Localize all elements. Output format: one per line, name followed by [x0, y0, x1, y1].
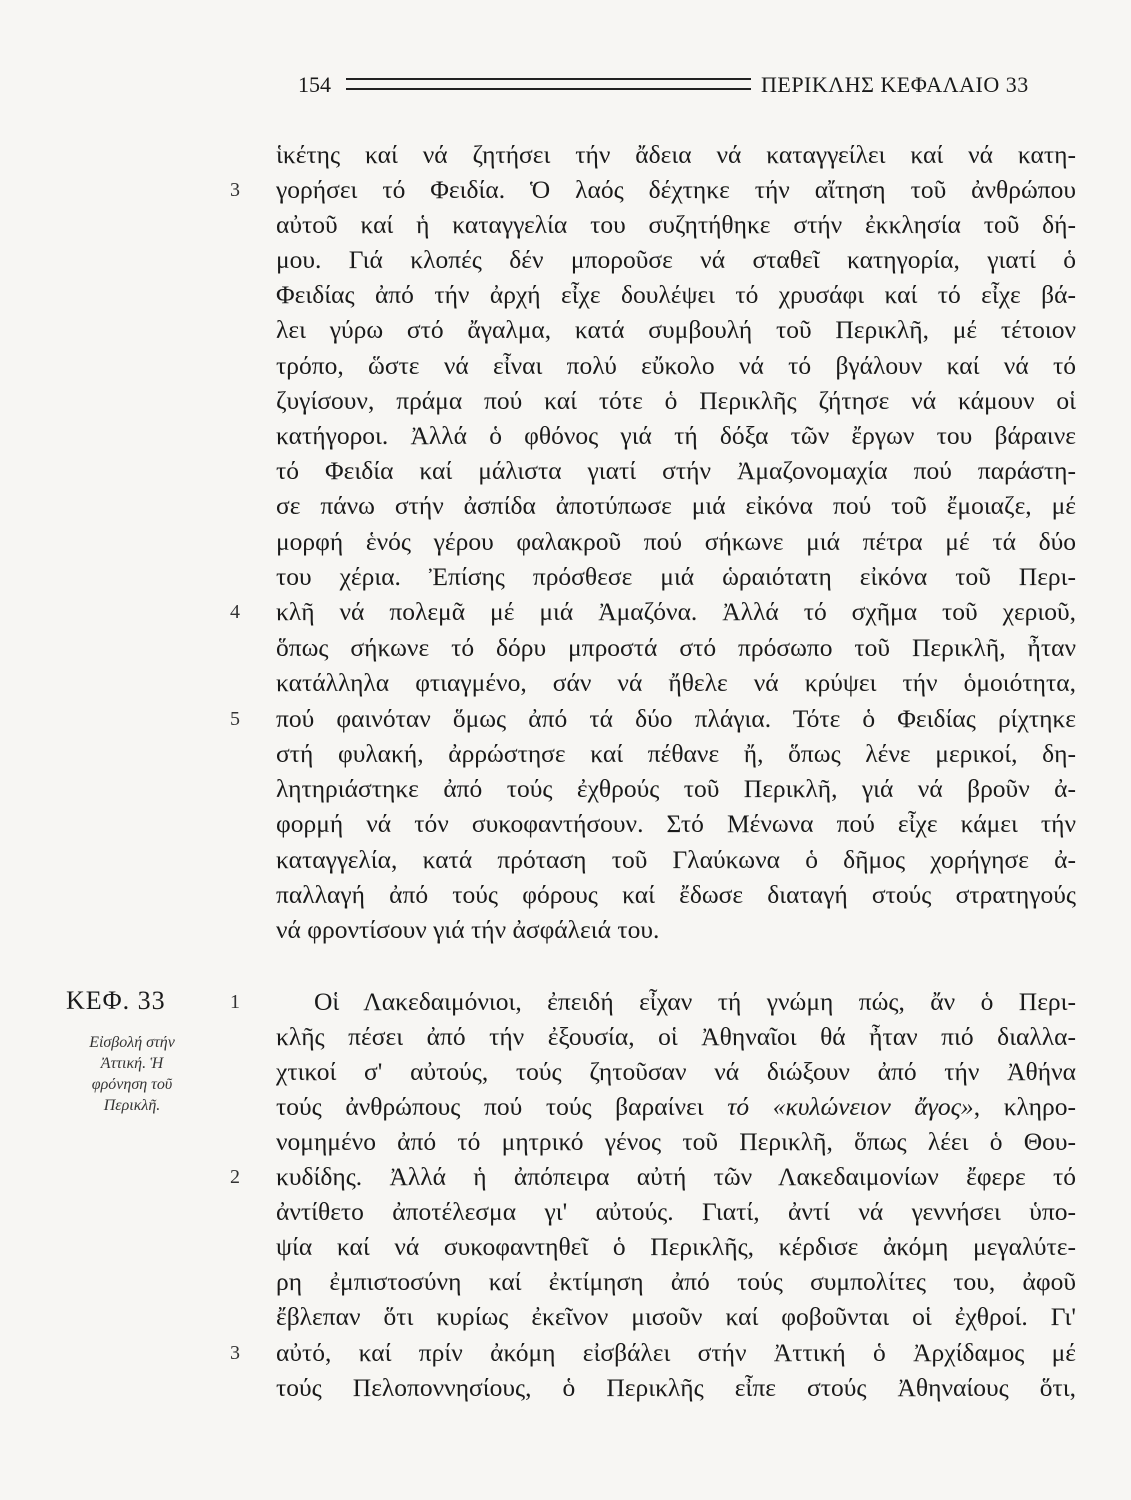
running-head: ΠΕΡΙΚΛΗΣ ΚΕΦΑΛΑΙΟ 33 [761, 72, 1029, 97]
chapter-line: αὐτό, καί πρίν ἀκόμη εἰσβάλει στήν Ἀττική ὁ Ἀρχίδαμος μέ [276, 1338, 1076, 1367]
chapter-line-text: , κληρο- [973, 1092, 1076, 1121]
chapter-note-line: φρόνηση τοῦ [91, 1076, 173, 1093]
body-line: λει γύρω στό ἄγαλμα, κατά συμβουλή τοῦ Περικλῆ, μέ τέτοιον [276, 315, 1076, 344]
chapter-line: ἀντίθετο ἀποτέλεσμα γι' αὐτούς. Γιατί, ἀντί νά γεννήσει ὑπο- [276, 1197, 1076, 1226]
chapter-note-line: Εἰσβολή στήν [89, 1034, 175, 1051]
chapter-line: ἔβλεπαν ὅτι κυρίως ἐκεῖνον μισοῦν καί φοβοῦνται οἱ ἐχθροί. Γι' [276, 1302, 1076, 1331]
chapter-note-line: Ἀττική. Ἡ [100, 1055, 164, 1072]
chapter-line: κυδίδης. Ἀλλά ἡ ἀπόπειρα αὐτή τῶν Λακεδαιμονίων ἔφερε τό [276, 1162, 1076, 1191]
body-line: μου. Γιά κλοπές δέν μποροῦσε νά σταθεῖ κατηγορία, γιατί ὁ [276, 245, 1076, 274]
body-line: του χέρια. Ἐπίσης πρόσθεσε μιά ὡραιότατη εἰκόνα τοῦ Περι- [276, 562, 1076, 591]
body-line: ἱκέτης καί νά ζητήσει τήν ἄδεια νά καταγγείλει καί νά κατη- [276, 140, 1076, 169]
body-line: μορφή ἑνός γέρου φαλακροῦ πού σήκωνε μιά πέτρα μέ τά δύο [276, 527, 1076, 556]
body-line: φορμή νά τόν συκοφαντήσουν. Στό Μένωνα πού εἶχε κάμει τήν [276, 809, 1076, 838]
body-line: λητηριάστηκε ἀπό τούς ἐχθρούς τοῦ Περικλῆ, γιά νά βροῦν ἀ- [276, 774, 1076, 803]
body-line: τό Φειδία καί μάλιστα γιατί στήν Ἀμαζονομαχία πού παράστη- [276, 456, 1076, 485]
margin-paragraph-number: 4 [230, 601, 240, 623]
body-line: στή φυλακή, ἀρρώστησε καί πέθανε ἤ, ὅπως λένε μερικοί, δη- [276, 739, 1076, 768]
body-line: ὅπως σήκωνε τό δόρυ μπροστά στό πρόσωπο τοῦ Περικλῆ, ἦταν [276, 633, 1076, 662]
margin-paragraph-number: 1 [230, 991, 240, 1013]
margin-paragraph-number: 3 [230, 179, 240, 201]
body-line: κατήγοροι. Ἀλλά ὁ φθόνος γιά τή δόξα τῶν ἔργων του βάραινε [276, 421, 1076, 450]
chapter-line: ψία καί νά συκοφαντηθεῖ ὁ Περικλῆς, κέρδισε ἀκόμη μεγαλύτε- [276, 1232, 1076, 1261]
chapter-line [276, 1091, 1076, 1123]
chapter-line: χτικοί σ' αὐτούς, τούς ζητοῦσαν νά διώξουν ἀπό τήν Ἀθήνα [276, 1057, 1076, 1086]
chapter-line: νομημένο ἀπό τό μητρικό γένος τοῦ Περικλῆ, ὅπως λέει ὁ Θου- [276, 1127, 1076, 1156]
chapter-line: τούς Πελοποννησίους, ὁ Περικλῆς εἶπε στούς Ἀθηναίους ὅτι, [276, 1373, 1076, 1402]
body-line: τρόπο, ὥστε νά εἶναι πολύ εὔκολο νά τό βγάλουν καί νά τό [276, 351, 1076, 380]
chapter-label: ΚΕΦ. 33 [66, 986, 166, 1015]
page-number: 154 [298, 72, 331, 97]
chapter-side-note [62, 1032, 202, 1116]
body-line: γορήσει τό Φειδία. Ὁ λαός δέχτηκε τήν αἴτηση τοῦ ἀνθρώπου [276, 175, 1076, 204]
margin-paragraph-number: 2 [230, 1166, 240, 1188]
body-line: πού φαινόταν ὅμως ἀπό τά δύο πλάγια. Τότε ὁ Φειδίας ρίχτηκε [276, 704, 1076, 733]
body-line: καταγγελία, κατά πρόταση τοῦ Γλαύκωνα ὁ δῆμος χορήγησε ἀ- [276, 845, 1076, 874]
body-line: Φειδίας ἀπό τήν ἀρχή εἶχε δουλέψει τό χρυσάφι καί τό εἶχε βά- [276, 280, 1076, 309]
body-line: νά φροντίσουν γιά τήν ἀσφάλειά του. [276, 915, 660, 944]
page-header [298, 62, 1080, 102]
body-line: κατάλληλα φτιαγμένο, σάν νά ἤθελε νά κρύψει τήν ὁμοιότητα, [276, 668, 1076, 697]
margin-paragraph-number: 5 [230, 708, 240, 730]
chapter-line: ρη ἐμπιστοσύνη καί ἐκτίμηση ἀπό τούς συμπολίτες του, ἀφοῦ [276, 1267, 1076, 1296]
body-line: ζυγίσουν, πράμα πού καί τότε ὁ Περικλῆς ζήτησε νά κάμουν οἱ [276, 386, 1076, 415]
body-line: παλλαγή ἀπό τούς φόρους καί ἔδωσε διαταγή στούς στρατηγούς [276, 880, 1076, 909]
chapter-line-text: τούς ἀνθρώπους πού τούς βαραίνει [276, 1092, 728, 1121]
body-line: αὐτοῦ καί ἡ καταγγελία του συζητήθηκε στήν ἐκκλησία τοῦ δή- [276, 210, 1076, 239]
chapter-line: κλῆς πέσει ἀπό τήν ἐξουσία, οἱ Ἀθηναῖοι θά ἦταν πιό διαλλα- [276, 1022, 1076, 1051]
body-line: κλῆ νά πολεμᾶ μέ μιά Ἀμαζόνα. Ἀλλά τό σχῆμα τοῦ χεριοῦ, [276, 597, 1076, 626]
margin-paragraph-number: 3 [230, 1342, 240, 1364]
body-line: σε πάνω στήν ἀσπίδα ἀποτύπωσε μιά εἰκόνα πού τοῦ ἔμοιαζε, μέ [276, 491, 1076, 520]
quoted-term: τό «κυλώνειον ἄγος» [727, 1092, 974, 1121]
chapter-line: Οἱ Λακεδαιμόνιοι, ἐπειδή εἶχαν τή γνώμη πώς, ἄν ὁ Περι- [314, 987, 1076, 1016]
chapter-note-line: Περικλῆ. [103, 1097, 161, 1114]
header-double-rule [346, 78, 751, 90]
